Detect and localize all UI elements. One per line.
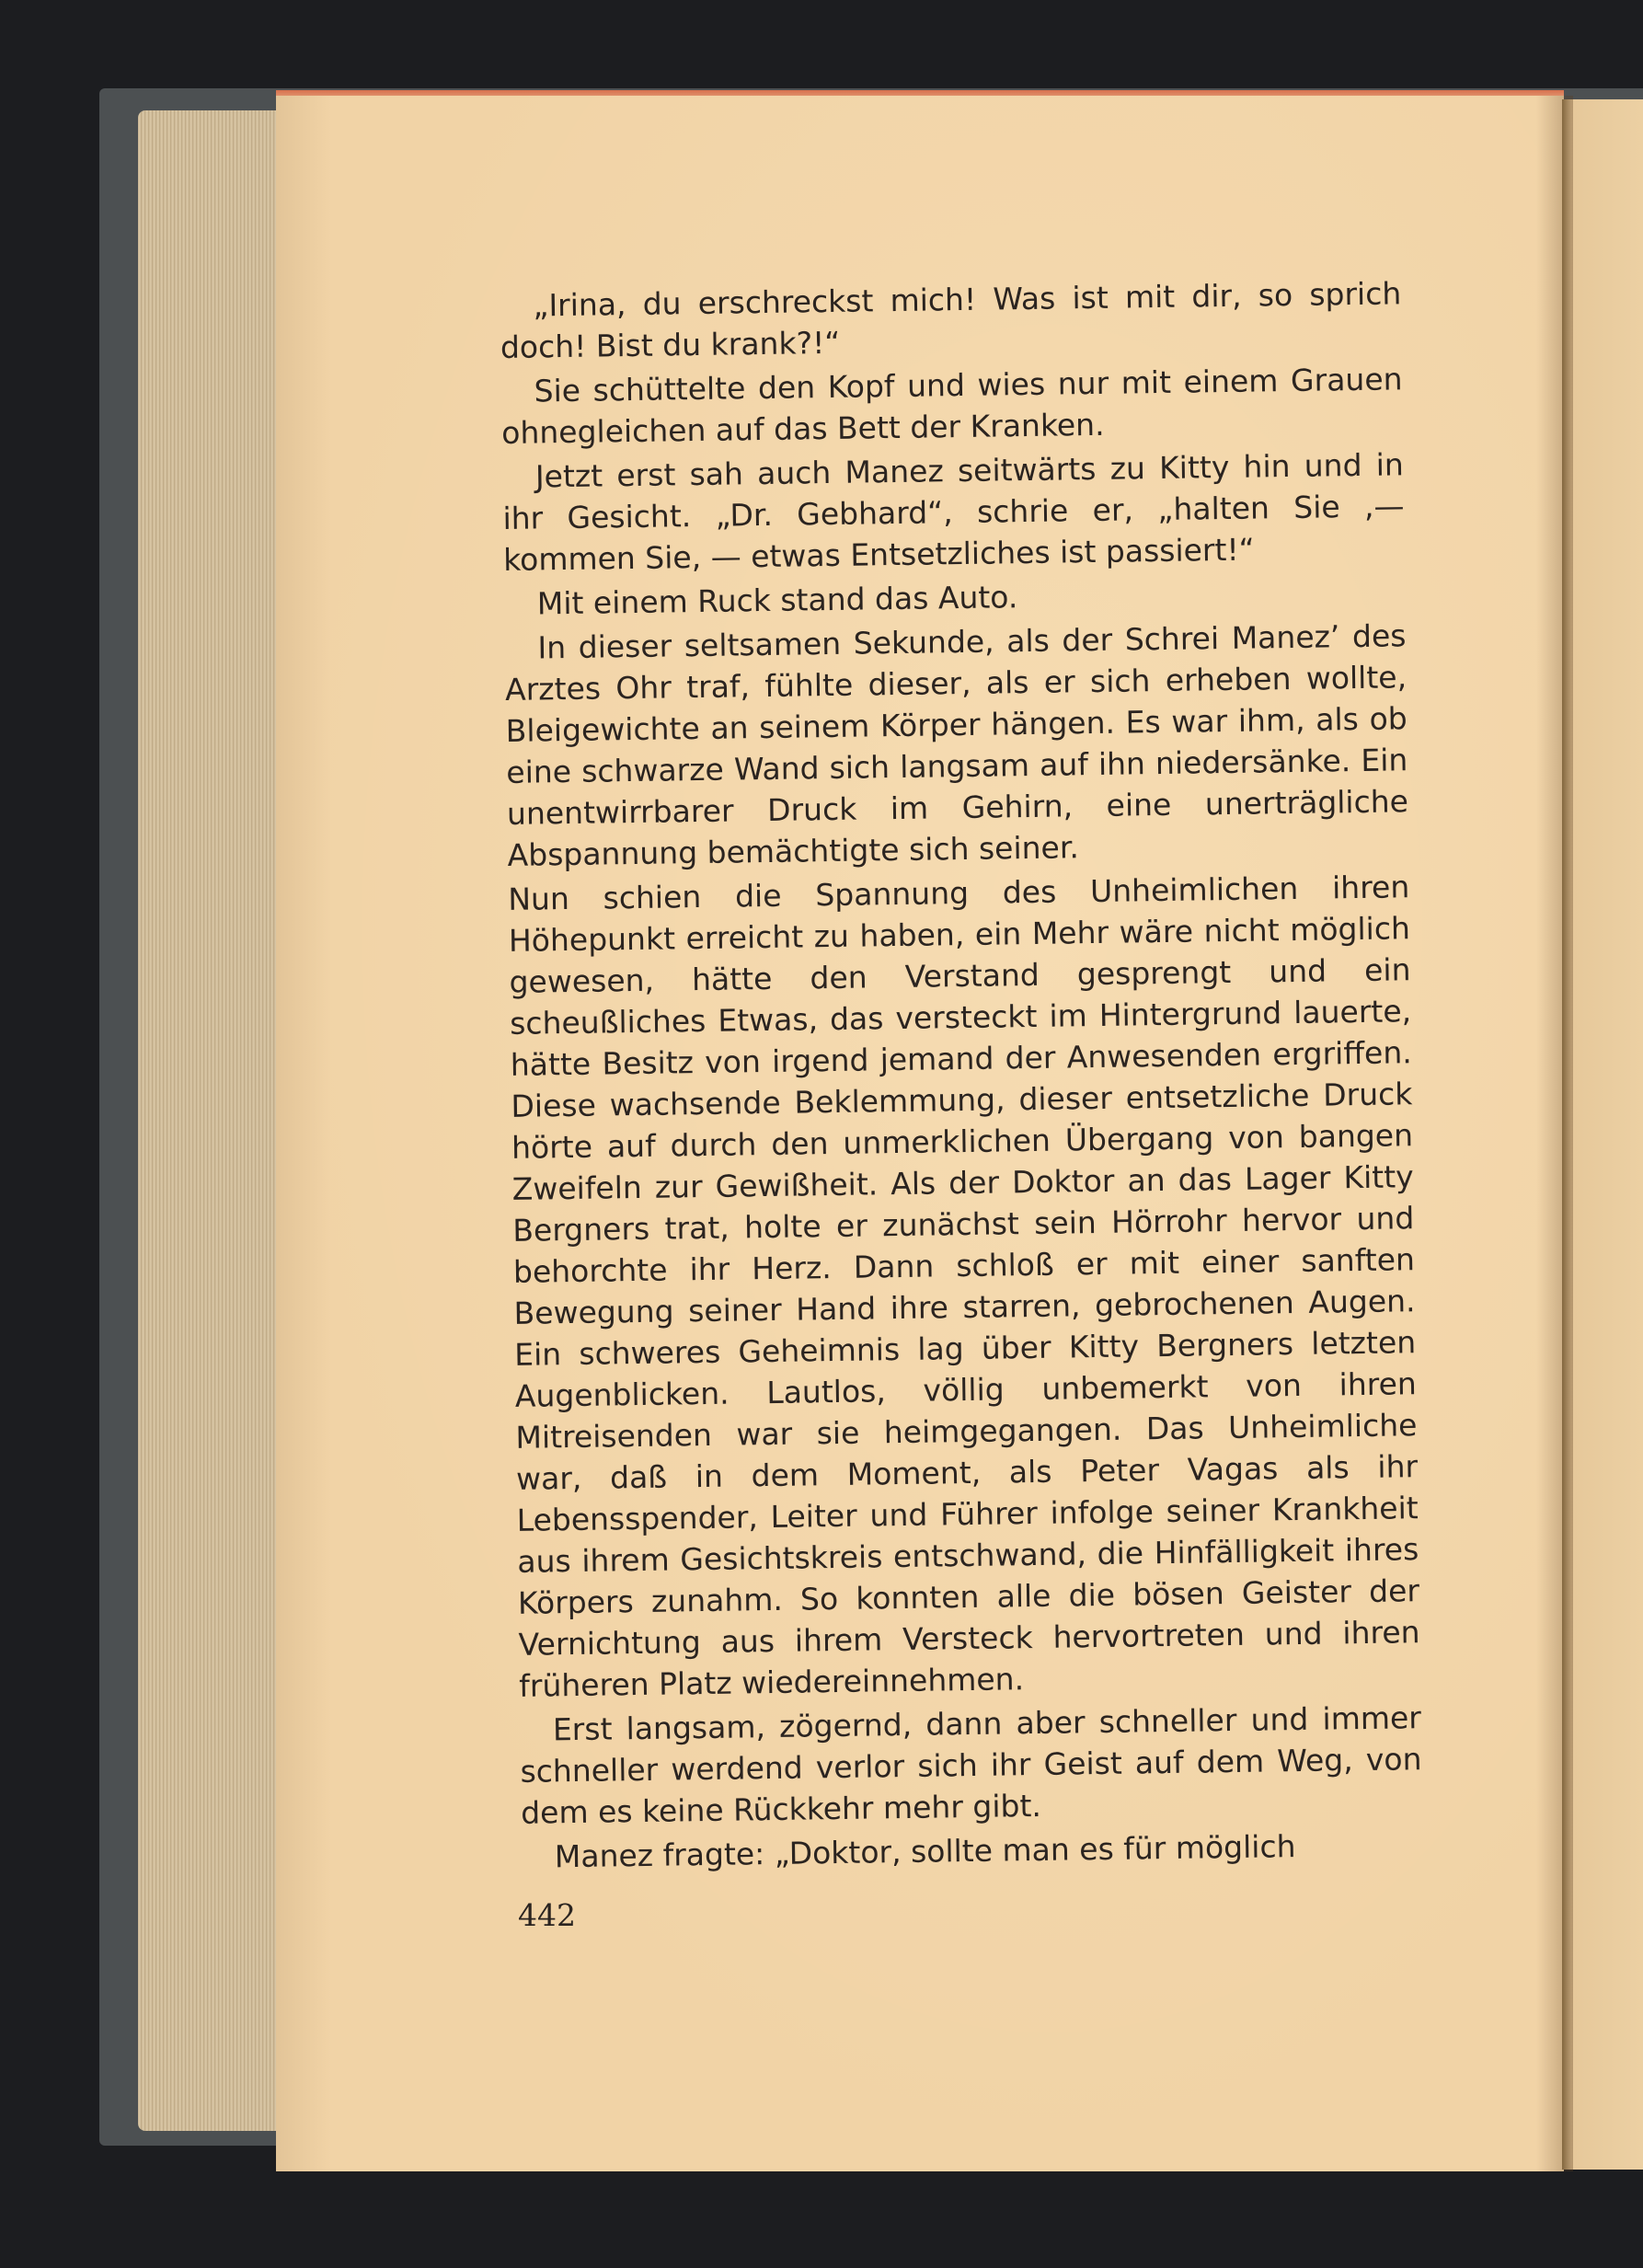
paragraph: Nun schien die Spannung des Unheimlichen ihren Höhepunkt erreicht zu haben, ein Mehr wäre nicht möglich gewesen, hätte den Verstand gesprengt und ein scheußliches Etwas, das versteckt im Hintergrund lauerte, hätte Besitz von irgend jemand der Anwesenden ergriffen. Diese wachsende Beklemmung, dieser entsetzliche Druck hörte auf durch den unmerklichen Übergang von bangen Zweifeln zur Gewißheit. Als der Doktor an das Lager Kitty Bergners trat, holte er zunächst sein Hörrohr hervor und behorchte ihr Herz. Dann schloß er mit einer sanften Bewegung seiner Hand ihre starren, gebrochenen Augen. Ein schweres Geheimnis lag über Kitty Bergners letzten Augenblicken. Lautlos, völlig unbemerkt von ihren Mitreisenden war sie heimgegangen. Das Unheimliche war, daß in dem Moment, als Peter Vagas als ihr Lebensspender, Leiter und Führer infolge seiner Krankheit aus ihrem Gesichtskreis entschwand, die Hinfälligkeit ihres Körpers zunahm. So konnten alle die bösen Geister der Vernichtung aus ihrem Versteck hervortreten und ihren früheren Platz wiedereinnehmen. bbox=[508, 869, 1420, 1704]
page-edges bbox=[138, 110, 294, 2131]
paragraph: Manez fragte: „Doktor, sollte man es für möglich bbox=[554, 1828, 1296, 1875]
paragraph: Erst langsam, zögernd, dann aber schneller und immer schneller werdend verlor sich ihr Geist auf dem Weg, von dem es keine Rückkehr mehr gibt. bbox=[520, 1699, 1422, 1831]
page-text bbox=[500, 272, 1423, 1881]
paragraph: Jetzt erst sah auch Manez seitwärts zu Kitty hin und in ihr Gesicht. „Dr. Gebhard“, schrie er, „halten Sie ,— kommen Sie, — etwas Entsetzliches ist passiert!“ bbox=[502, 446, 1405, 578]
gutter-shadow bbox=[1536, 96, 1573, 2171]
facing-page-edge bbox=[1562, 99, 1643, 2170]
paragraph: Sie schüttelte den Kopf und wies nur mit einem Grauen ohnegleichen auf das Bett der Kranken. bbox=[500, 361, 1403, 451]
paragraph: „Irina, du erschreckst mich! Was ist mit dir, so sprich doch! Bist du krank?!“ bbox=[500, 275, 1402, 365]
paragraph: Mit einem Ruck stand das Auto. bbox=[536, 579, 1018, 622]
paragraph: In dieser seltsamen Sekunde, als der Schrei Manez’ des Arztes Ohr traf, fühlte dieser, als er sich erheben wollte, Bleigewichte an seinem Körper hängen. Es war ihm, als ob eine schwarze Wand sich langsam auf ihn niedersänke. Ein unentwirrbarer Druck im Gehirn, eine unerträgliche Abspannung bemächtigte sich seiner. bbox=[504, 617, 1409, 873]
page-number: 442 bbox=[518, 1897, 576, 1933]
